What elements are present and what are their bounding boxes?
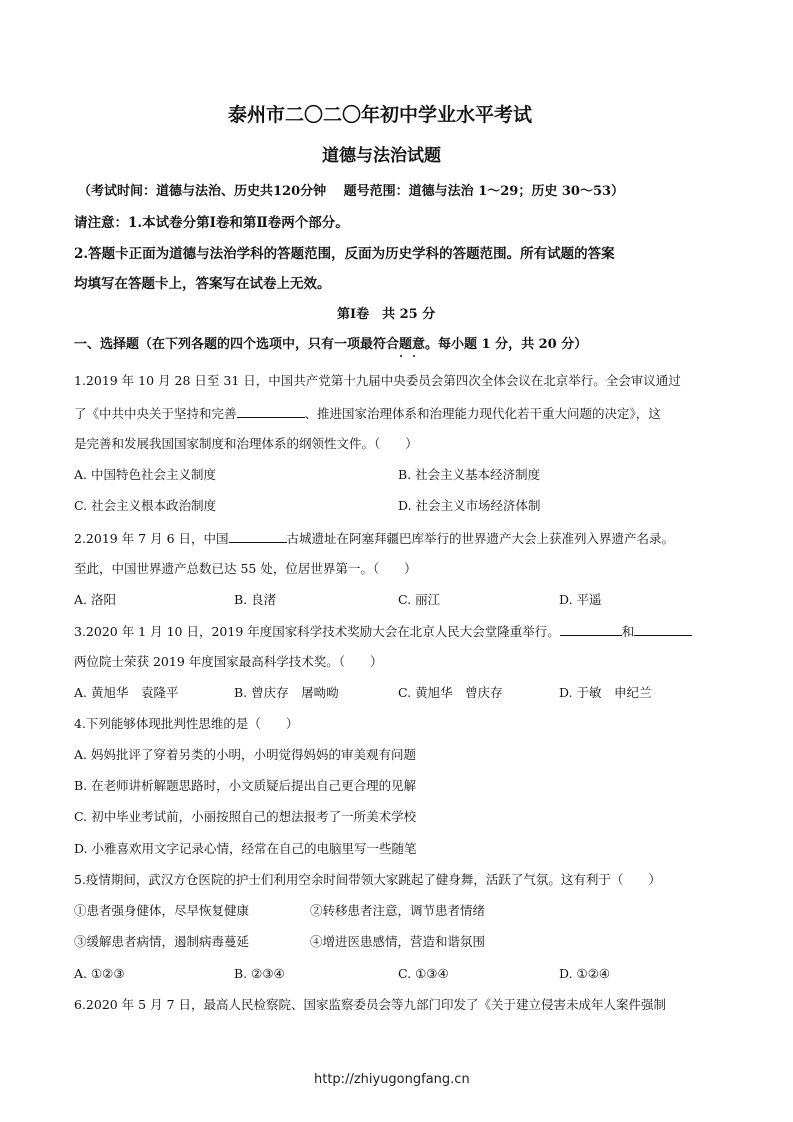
q4-option-b: B. 在老师讲析解题思路时，小文质疑后提出自己更合理的见解 (74, 778, 417, 793)
notice-2-line1: 2.答题卡正面为道德与法治学科的答题范围，反面为历史学科的答题范围。所有试题的答案 (74, 246, 615, 262)
q1-option-c: C. 社会主义根本政治制度 (74, 498, 217, 513)
q3-line2: 两位院士荣获 2019 年度国家最高科学技术奖。（ ） (74, 654, 383, 669)
q2-option-c: C. 丽江 (398, 592, 441, 607)
q5-statement-1: ①患者强身健体，尽早恢复健康 (74, 903, 250, 918)
q5-statement-4: ④增进医患感情，营造和谐氛围 (310, 934, 486, 949)
q5-option-c: C. ①③④ (398, 966, 449, 981)
q3-option-b: B. 曾庆存 屠呦呦 (234, 685, 339, 700)
q5-line1: 5.疫情期间，武汉方仓医院的护士们利用空余时间带领大家跳起了健身舞，活跃了气氛。这有利于（ ） (74, 872, 661, 887)
q6-line1: 6.2020 年 5 月 7 日，最高人民检察院、国家监察委员会等九部门印发了《关于建立侵害未成年人案件强制 (74, 997, 667, 1012)
notice-1: 请注意：1.本试卷分第Ⅰ卷和第Ⅱ卷两个部分。 (74, 215, 349, 231)
q1-option-d: D. 社会主义市场经济体制 (398, 498, 541, 513)
q3-line1-part2: 和 (621, 624, 635, 639)
q2-blank (229, 530, 287, 543)
q3-blank-2 (634, 623, 692, 636)
exam-title: 泰州市二〇二〇年初中学业水平考试 (228, 104, 533, 126)
q3-line1-part1: 3.2020 年 1 月 10 日，2019 年度国家科学技术奖励大会在北京人民大会堂隆重举行。 (74, 624, 560, 639)
q1-blank (237, 405, 305, 418)
footer-url[interactable]: http://zhiyugongfang.cn (314, 1072, 470, 1087)
exam-subtitle: 道德与法治试题 (322, 146, 441, 166)
q1-line1: 1.2019 年 10 月 28 日至 31 日，中国共产党第十九届中央委员会第四次全体会议在北京举行。全会审议通过 (74, 373, 681, 388)
q4-option-a: A. 妈妈批评了穿着另类的小明，小明觉得妈妈的审美观有问题 (74, 747, 416, 762)
section-title: 第Ⅰ卷 共 25 分 (337, 307, 436, 322)
q1-line3: 是完善和发展我国国家制度和治理体系的纲领性文件。（ ） (74, 436, 418, 451)
q3-option-a: A. 黄旭华 袁隆平 (74, 685, 179, 700)
q3-option-c: C. 黄旭华 曾庆存 (398, 685, 503, 700)
q1-line2 (74, 405, 661, 422)
q5-option-b: B. ②③④ (234, 966, 285, 981)
q2-option-a: A. 洛阳 (74, 592, 116, 607)
q4-option-d: D. 小雅喜欢用文字记录心情，经常在自己的电脑里写一些随笔 (74, 841, 417, 856)
q3-line1 (74, 623, 692, 640)
q5-statement-3: ③缓解患者病情，遏制病毒蔓延 (74, 934, 250, 949)
q2-line1 (74, 530, 674, 547)
q3-blank-1 (560, 623, 622, 636)
q4-option-c: C. 初中毕业考试前，小丽按照自己的想法报考了一所美术学校 (74, 809, 417, 824)
emphasis-dot (400, 355, 402, 357)
q5-option-a: A. ①②③ (74, 966, 125, 981)
notice-2-line2: 均填写在答题卡上，答案写在试卷上无效。 (74, 276, 331, 292)
emphasis-dot (413, 355, 415, 357)
q1-option-a: A. 中国特色社会主义制度 (74, 467, 216, 482)
q1-line2-part1: 了《中共中央关于坚持和完善 (74, 406, 237, 421)
q5-statement-2: ②转移患者注意，调节患者情绪 (310, 903, 486, 918)
part-title: 一、选择题（在下列各题的四个选项中，只有一项最符合题意。每小题 1 分，共 20 分） (74, 337, 588, 352)
q2-option-b: B. 良渚 (234, 592, 277, 607)
q4-line1: 4.下列能够体现批判性思维的是（ ） (74, 716, 299, 731)
q2-line2: 至此，中国世界遗产总数已达 55 处，位居世界第一。（ ） (74, 561, 417, 576)
exam-info: （考试时间：道德与法治、历史共120分钟 题号范围：道德与法治 1～29；历史 30～53） (78, 184, 625, 199)
q5-option-d: D. ①②④ (559, 966, 611, 981)
q2-line1-part1: 2.2019 年 7 月 6 日，中国 (74, 531, 229, 546)
q1-option-b: B. 社会主义基本经济制度 (398, 467, 541, 482)
q1-line2-part2: 、推进国家治理体系和治理能力现代化若干重大问题的决定》，这 (304, 406, 661, 421)
q2-line1-part2: 古城遗址在阿塞拜疆巴库举行的世界遗产大会上获准列入界遗产名录。 (286, 531, 675, 546)
q3-option-d: D. 于敏 申纪兰 (559, 685, 652, 700)
q2-option-d: D. 平遥 (559, 592, 602, 607)
